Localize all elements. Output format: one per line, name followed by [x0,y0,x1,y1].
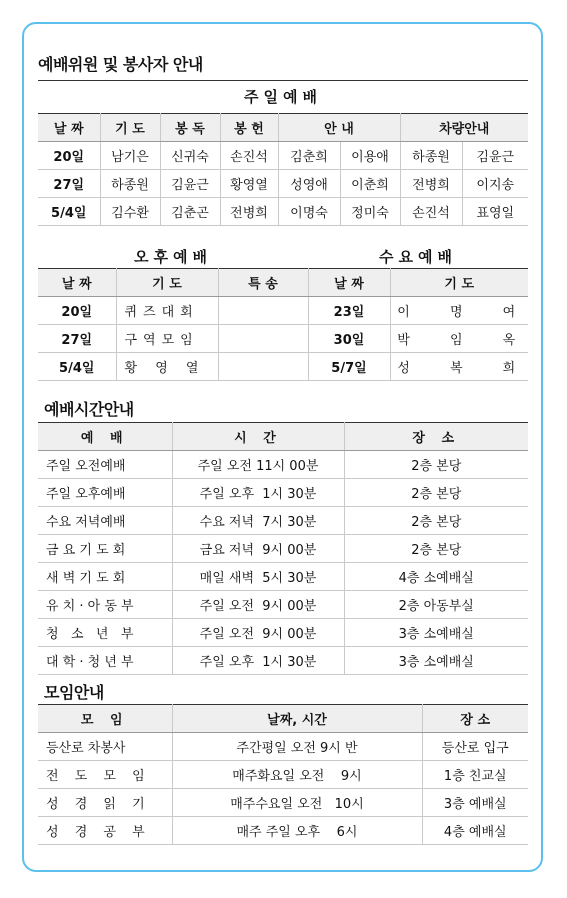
table-row [38,761,528,789]
table-header [38,114,528,142]
cell-service: 청 소 년 부 [38,619,172,647]
header-offering: 봉 헌 [220,114,278,142]
cell-reading: 신귀숙 [160,142,220,170]
cell-date: 20일 [38,142,100,170]
cell-guide: 김춘희 [278,142,340,170]
header-prayer: 기 도 [100,114,160,142]
cell-place: 2층 본당 [344,451,528,479]
cell-offering: 황영열 [220,170,278,198]
wednesday-caption: 수요예배 [379,248,457,266]
divider [38,80,528,81]
table-header [38,269,528,297]
table-row [38,170,528,198]
cell-time: 금요 저녁 9시 00분 [172,535,344,563]
meetings-table [38,704,528,845]
cell-place: 4층 소예배실 [344,563,528,591]
cell-offering: 손진석 [220,142,278,170]
table-row [38,619,528,647]
section-title-volunteers: 예배위원 및 봉사자 안내 [38,55,203,74]
cell-service: 유 치 · 아 동 부 [38,591,172,619]
cell-parking: 이지송 [462,170,528,198]
cell-parking: 전병희 [400,170,462,198]
header-place: 장 소 [422,705,528,733]
table-row [38,817,528,845]
cell-service: 대 학 · 청 년 부 [38,647,172,675]
header-reading: 봉 독 [160,114,220,142]
table-header [38,423,528,451]
cell-prayer: 퀴즈대회 [116,297,218,325]
sunday-caption: 주일예배 [244,88,322,106]
sunday-table [38,113,528,226]
section-title-meetings: 모임안내 [44,683,104,702]
cell-meeting: 전 도 모 임 [38,761,172,789]
section-title-schedule: 예배시간안내 [44,400,134,419]
table-row [38,507,528,535]
cell-place: 2층 본당 [344,535,528,563]
header-prayer: 기 도 [116,269,218,297]
header-meeting: 모 임 [38,705,172,733]
header-parking: 차량안내 [400,114,528,142]
cell-offering: 전병희 [220,198,278,226]
cell-date: 5/7일 [308,353,390,381]
cell-prayer: 이 명 여 [390,297,528,325]
cell-service: 수요 저녁예배 [38,507,172,535]
header-date: 날 짜 [38,114,100,142]
cell-parking: 하종원 [400,142,462,170]
cell-date: 5/4일 [38,353,116,381]
cell-service: 주일 오전예배 [38,451,172,479]
cell-date: 27일 [38,325,116,353]
table-row [38,563,528,591]
cell-service: 새 벽 기 도 회 [38,563,172,591]
cell-time: 매일 새벽 5시 30분 [172,563,344,591]
cell-special [218,325,308,353]
cell-meeting: 성 경 공 부 [38,817,172,845]
cell-date: 30일 [308,325,390,353]
cell-place: 1층 친교실 [422,761,528,789]
cell-prayer: 김수환 [100,198,160,226]
cell-parking: 손진석 [400,198,462,226]
cell-place: 3층 소예배실 [344,619,528,647]
table-row [38,142,528,170]
cell-prayer: 박 임 옥 [390,325,528,353]
cell-meeting: 등산로 차봉사 [38,733,172,761]
table-row [38,297,528,325]
table-row [38,325,528,353]
cell-datetime: 매주화요일 오전 9시 [172,761,422,789]
header-special: 특 송 [218,269,308,297]
table-row [38,451,528,479]
cell-time: 주일 오후 1시 30분 [172,479,344,507]
cell-parking: 김윤근 [462,142,528,170]
cell-guide: 이춘희 [340,170,400,198]
table-header [38,705,528,733]
cell-place: 등산로 입구 [422,733,528,761]
table-row [38,733,528,761]
table-row [38,353,528,381]
cell-guide: 이명숙 [278,198,340,226]
cell-prayer: 남기은 [100,142,160,170]
schedule-table [38,422,528,675]
header-prayer: 기 도 [390,269,528,297]
cell-guide: 성영애 [278,170,340,198]
cell-special [218,353,308,381]
table-row [38,789,528,817]
cell-place: 2층 본당 [344,507,528,535]
table-row [38,647,528,675]
cell-datetime: 매주 주일 오후 6시 [172,817,422,845]
cell-parking: 표영일 [462,198,528,226]
cell-guide: 정미숙 [340,198,400,226]
cell-time: 주일 오후 1시 30분 [172,647,344,675]
cell-datetime: 매주수요일 오전 10시 [172,789,422,817]
cell-prayer: 성 복 희 [390,353,528,381]
cell-time: 주일 오전 9시 00분 [172,591,344,619]
cell-prayer: 하종원 [100,170,160,198]
cell-time: 수요 저녁 7시 30분 [172,507,344,535]
cell-datetime: 주간평일 오전 9시 반 [172,733,422,761]
cell-time: 주일 오전 9시 00분 [172,619,344,647]
cell-prayer: 구역모임 [116,325,218,353]
table-row [38,198,528,226]
cell-date: 23일 [308,297,390,325]
cell-prayer: 황 영 열 [116,353,218,381]
cell-place: 2층 아동부실 [344,591,528,619]
cell-date: 5/4일 [38,198,100,226]
cell-date: 20일 [38,297,116,325]
table-row [38,535,528,563]
table-row [38,479,528,507]
afternoon-caption: 오후예배 [134,248,212,266]
header-datetime: 날짜, 시간 [172,705,422,733]
cell-place: 4층 예배실 [422,817,528,845]
table-row [38,591,528,619]
header-date: 날 짜 [38,269,116,297]
header-date: 날 짜 [308,269,390,297]
cell-service: 금 요 기 도 회 [38,535,172,563]
cell-reading: 김춘곤 [160,198,220,226]
afternoon-wednesday-table [38,268,528,381]
cell-time: 주일 오전 11시 00분 [172,451,344,479]
cell-guide: 이용애 [340,142,400,170]
cell-place: 3층 소예배실 [344,647,528,675]
cell-special [218,297,308,325]
cell-place: 2층 본당 [344,479,528,507]
cell-service: 주일 오후예배 [38,479,172,507]
header-time: 시 간 [172,423,344,451]
header-place: 장 소 [344,423,528,451]
header-service: 예 배 [38,423,172,451]
cell-reading: 김윤근 [160,170,220,198]
cell-place: 3층 예배실 [422,789,528,817]
cell-meeting: 성 경 읽 기 [38,789,172,817]
header-guide: 안 내 [278,114,400,142]
cell-date: 27일 [38,170,100,198]
